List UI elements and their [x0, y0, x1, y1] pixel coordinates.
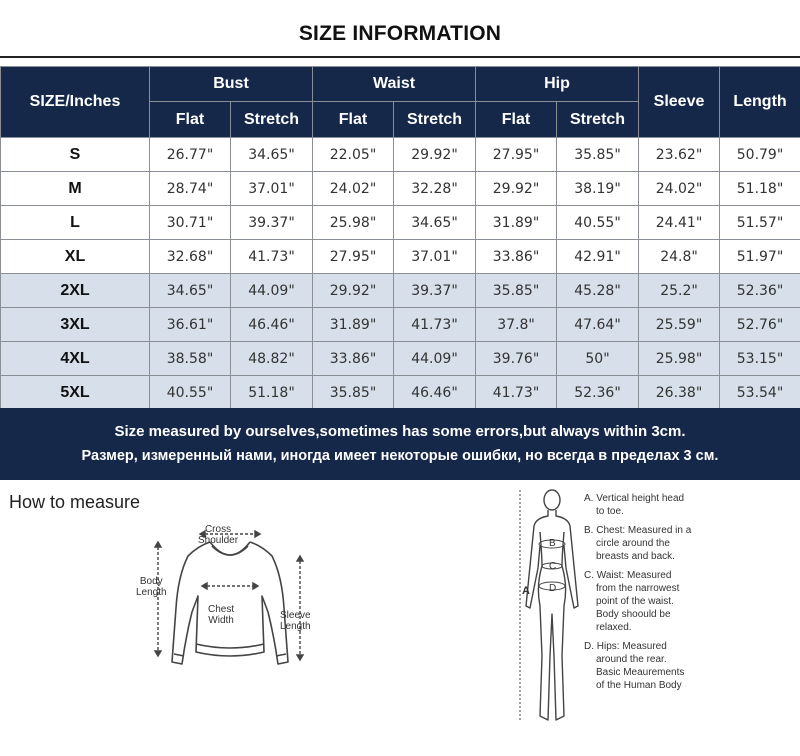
measurement-cell: 38.19" — [557, 172, 639, 206]
size-label: 5XL — [1, 376, 150, 410]
size-label: 2XL — [1, 274, 150, 308]
chest-width-label: Chest Width — [208, 604, 235, 626]
measurement-cell: 29.92" — [476, 172, 557, 206]
measurement-cell: 34.65" — [231, 138, 313, 172]
letter-c: C — [549, 561, 557, 572]
measurement-cell: 41.73" — [394, 308, 476, 342]
measurement-cell: 51.97" — [720, 240, 800, 274]
measurement-cell: 53.15" — [720, 342, 800, 376]
table-row — [1, 308, 800, 342]
bust-header: Bust — [150, 67, 313, 102]
measurement-cell: 31.89" — [476, 206, 557, 240]
note-a: A. Vertical height head to toe. — [584, 493, 685, 517]
measurement-cell: 45.28" — [557, 274, 639, 308]
human-figure-diagram — [512, 486, 592, 738]
table-row — [1, 172, 800, 206]
measurement-cell: 53.54" — [720, 376, 800, 410]
size-label: L — [1, 206, 150, 240]
measurement-cell: 51.18" — [231, 376, 313, 410]
measurement-cell: 22.05" — [313, 138, 394, 172]
hip-header: Hip — [476, 67, 639, 102]
size-label: 3XL — [1, 308, 150, 342]
measurement-cell: 33.86" — [476, 240, 557, 274]
size-table-body — [1, 138, 800, 410]
measurement-cell: 23.62" — [639, 138, 720, 172]
measurement-cell: 42.91" — [557, 240, 639, 274]
measurement-note — [0, 408, 800, 480]
measurement-cell: 33.86" — [313, 342, 394, 376]
measurement-cell: 37.01" — [394, 240, 476, 274]
note-d: D. Hips: Measured around the rear. Basic Meaurements of the Human Body — [584, 641, 685, 691]
measurement-cell: 31.89" — [313, 308, 394, 342]
measurement-cell: 30.71" — [150, 206, 231, 240]
measurement-cell: 32.28" — [394, 172, 476, 206]
size-label: 4XL — [1, 342, 150, 376]
note-russian: Размер, измеренный нами, иногда имеет некоторые ошибки, но всегда в пределах 3 см. — [81, 448, 719, 464]
size-table — [0, 66, 800, 410]
measurement-cell: 34.65" — [394, 206, 476, 240]
measurement-cell: 38.58" — [150, 342, 231, 376]
hip-stretch-header: Stretch — [557, 102, 639, 138]
measurement-cell: 40.55" — [150, 376, 231, 410]
measurement-cell: 25.98" — [313, 206, 394, 240]
measurement-cell: 50.79" — [720, 138, 800, 172]
measurement-cell: 29.92" — [394, 138, 476, 172]
table-row — [1, 138, 800, 172]
measurement-cell: 39.37" — [394, 274, 476, 308]
measurement-cell: 40.55" — [557, 206, 639, 240]
measurement-cell: 26.77" — [150, 138, 231, 172]
measurement-cell: 44.09" — [394, 342, 476, 376]
hip-flat-header: Flat — [476, 102, 557, 138]
measurement-cell: 39.76" — [476, 342, 557, 376]
measurement-cell: 35.85" — [557, 138, 639, 172]
measurement-cell: 29.92" — [313, 274, 394, 308]
measurement-cell: 24.41" — [639, 206, 720, 240]
measurement-cell: 39.37" — [231, 206, 313, 240]
measurement-notes — [584, 492, 794, 696]
measurement-cell: 44.09" — [231, 274, 313, 308]
measurement-cell: 46.46" — [231, 308, 313, 342]
table-row — [1, 376, 800, 410]
how-to-measure-title: How to measure — [9, 492, 141, 512]
table-row — [1, 274, 800, 308]
measurement-cell: 24.02" — [313, 172, 394, 206]
bust-stretch-header: Stretch — [231, 102, 313, 138]
measurement-cell: 47.64" — [557, 308, 639, 342]
measurement-cell: 25.59" — [639, 308, 720, 342]
sleeve-header: Sleeve — [639, 67, 720, 138]
letter-a: A — [522, 585, 530, 597]
measurement-cell: 28.74" — [150, 172, 231, 206]
measurement-cell: 26.38" — [639, 376, 720, 410]
measurement-cell: 27.95" — [476, 138, 557, 172]
measurement-cell: 51.18" — [720, 172, 800, 206]
bust-flat-header: Flat — [150, 102, 231, 138]
sleeve-length-label: Sleeve Length — [280, 610, 311, 632]
measurement-cell: 52.36" — [557, 376, 639, 410]
measurement-cell: 37.8" — [476, 308, 557, 342]
measurement-cell: 34.65" — [150, 274, 231, 308]
measurement-cell: 25.98" — [639, 342, 720, 376]
measurement-cell: 50" — [557, 342, 639, 376]
size-label: M — [1, 172, 150, 206]
measurement-cell: 52.36" — [720, 274, 800, 308]
size-label: S — [1, 138, 150, 172]
measurement-cell: 48.82" — [231, 342, 313, 376]
title-divider — [0, 56, 800, 58]
waist-flat-header: Flat — [313, 102, 394, 138]
waist-stretch-header: Stretch — [394, 102, 476, 138]
page-title: SIZE INFORMATION — [298, 22, 502, 45]
measurement-cell: 41.73" — [476, 376, 557, 410]
measurement-cell: 24.02" — [639, 172, 720, 206]
size-column-header: SIZE/Inches — [1, 67, 150, 138]
note-b: B. Chest: Measured in a circle around the breasts and back. — [584, 525, 692, 562]
size-label: XL — [1, 240, 150, 274]
table-row — [1, 240, 800, 274]
measurement-cell: 46.46" — [394, 376, 476, 410]
body-length-label: Body Length — [136, 576, 167, 598]
note-c: C. Waist: Measured from the narrowest point of the waist. Body shoould be relaxed. — [584, 570, 680, 633]
measurement-cell: 51.57" — [720, 206, 800, 240]
cross-shoulder-label: Cross Shoulder — [198, 524, 239, 546]
length-header: Length — [720, 67, 800, 138]
measurement-cell: 36.61" — [150, 308, 231, 342]
measurement-cell: 27.95" — [313, 240, 394, 274]
measurement-cell: 35.85" — [313, 376, 394, 410]
note-english: Size measured by ourselves,sometimes has some errors,but always within 3cm. — [114, 423, 686, 440]
letter-d: D — [549, 583, 557, 594]
waist-header: Waist — [313, 67, 476, 102]
measurement-cell: 41.73" — [231, 240, 313, 274]
table-row — [1, 342, 800, 376]
measurement-cell: 37.01" — [231, 172, 313, 206]
how-to-measure-panel — [0, 484, 800, 756]
measurement-cell: 52.76" — [720, 308, 800, 342]
measurement-cell: 24.8" — [639, 240, 720, 274]
measurement-cell: 25.2" — [639, 274, 720, 308]
table-row — [1, 206, 800, 240]
measurement-cell: 32.68" — [150, 240, 231, 274]
letter-b: B — [549, 538, 556, 549]
measurement-cell: 35.85" — [476, 274, 557, 308]
